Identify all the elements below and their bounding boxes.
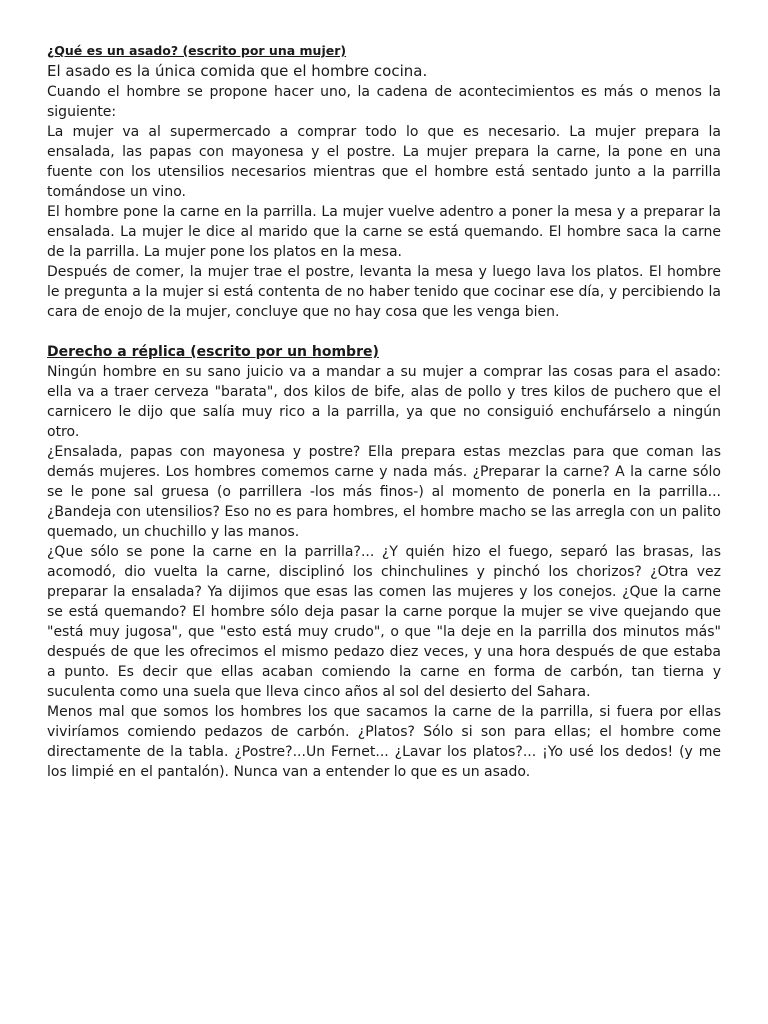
paragraph: Ningún hombre en su sano juicio va a mandar a su mujer a comprar las cosas para el asado: ella va a traer cerveza "barata", dos kilos de bife, alas de pollo y tres kilos de puchero que el carnicero le dijo que salía muy rico a la parrilla, ya que no consiguió enchufárselo a ningún otro. (47, 364, 721, 440)
paragraph: ¿Ensalada, papas con mayonesa y postre? Ella prepara estas mezclas para que coman las demás mujeres. Los hombres comemos carne y nada más. ¿Preparar la carne? A la carne sólo se le pone sal gruesa (o parrillera -los más finos-) al momento de ponerla en la parrilla... ¿Bandeja con utensilios? Eso no es para hombres, el hombre macho se las arregla con un palito quemado, un chuchillo y las manos. (47, 444, 721, 540)
section-spacer (47, 322, 721, 342)
section-title-man: Derecho a réplica (escrito por un hombre) (47, 344, 379, 360)
lead-sentence: El asado es la única comida que el hombre cocina. (47, 62, 428, 80)
paragraph: Después de comer, la mujer trae el postre, levanta la mesa y luego lava los platos. El hombre le pregunta a la mujer si está contenta de no haber tenido que cocinar ese día, y percibiendo la cara de enojo de la mujer, concluye que no hay cosa que les venga bien. (47, 264, 721, 320)
paragraph: Cuando el hombre se propone hacer uno, la cadena de acontecimientos es más o menos la siguiente: (47, 84, 721, 120)
paragraph: La mujer va al supermercado a comprar todo lo que es necesario. La mujer prepara la ensalada, las papas con mayonesa y el postre. La mujer prepara la carne, la pone en una fuente con los utensilios necesarios mientras que el hombre está sentado junto a la parrilla tomándose un vino. (47, 124, 721, 200)
paragraph: Menos mal que somos los hombres los que sacamos la carne de la parrilla, si fuera por ellas viviríamos comiendo pedazos de carbón. ¿Platos? Sólo si son para ellas; el hombre come directamente de la tabla. ¿Postre?...Un Fernet... ¿Lavar los platos?... ¡Yo usé los dedos! (y me los limpié en el pantalón). Nunca van a entender lo que es un asado. (47, 704, 721, 780)
paragraph: ¿Que sólo se pone la carne en la parrilla?... ¿Y quién hizo el fuego, separó las brasas, las acomodó, dio vuelta la carne, disciplinó los chinchulines y pinchó los chorizos? ¿Otra vez preparar la ensalada? Ya dijimos que esas las comen las mujeres y los conejos. ¿Que la carne se está quemando? El hombre sólo deja pasar la carne porque la mujer se vive quejando que "está muy jugosa", que "esto está muy crudo", o que "la deje en la parrilla dos minutos más" después de que les ofrecimos el mismo pedazo diez veces, y una hora después de que estaba a punto. Es decir que ellas acaban comiendo la carne en forma de carbón, tan tierna y suculenta como una suela que lleva cinco años al sol del desierto del Sahara. (47, 544, 721, 700)
paragraph: El hombre pone la carne en la parrilla. La mujer vuelve adentro a poner la mesa y a preparar la ensalada. La mujer le dice al marido que la carne se está quemando. El hombre saca la carne de la parrilla. La mujer pone los platos en la mesa. (47, 204, 721, 260)
section-title-woman: ¿Qué es un asado? (escrito por una mujer) (47, 43, 347, 58)
document-page (47, 42, 721, 782)
